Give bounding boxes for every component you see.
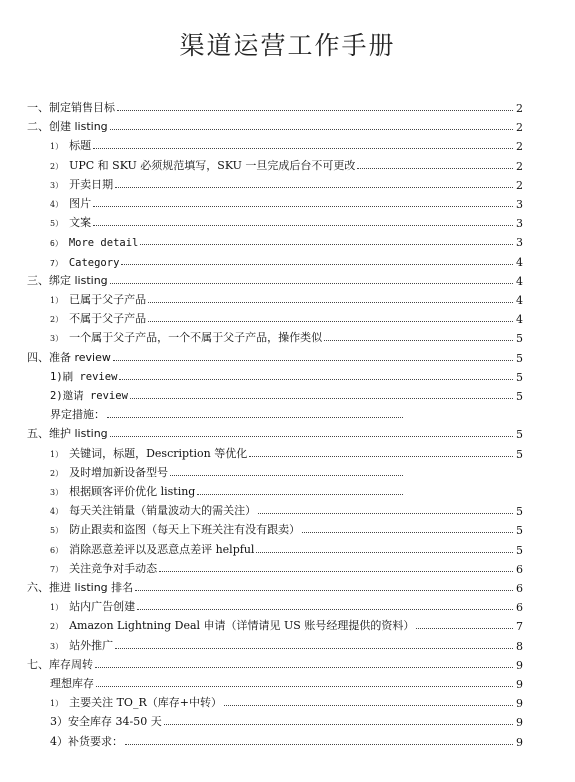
toc-entry-page: 2 (516, 102, 523, 115)
toc-entry[interactable] (50, 173, 523, 192)
toc-entry-page: 4 (516, 274, 523, 288)
dot-leader (164, 723, 513, 725)
dot-leader (121, 263, 513, 265)
toc-entry[interactable] (50, 288, 523, 307)
dot-leader (256, 551, 513, 553)
toc-entry-number: 7） (50, 258, 63, 268)
toc-entry[interactable] (27, 96, 523, 115)
toc-entry-label (50, 445, 247, 461)
toc-entry-label (50, 637, 113, 653)
dot-leader (357, 167, 513, 169)
toc-entry-text: 理想库存 (50, 677, 94, 690)
toc-entry-page: 3 (516, 198, 523, 211)
dot-leader (117, 109, 513, 111)
toc-entry[interactable] (50, 691, 523, 710)
toc-entry-text: 界定措施： (50, 408, 105, 422)
toc-entry-page: 7 (516, 620, 523, 634)
toc-entry-text: 站外推广 (69, 638, 114, 652)
document-title: 渠道运营工作手册 (179, 31, 396, 60)
toc-entry-label (50, 388, 128, 403)
toc-entry-page: 5 (516, 524, 523, 538)
toc-entry[interactable] (50, 307, 523, 326)
toc-entry-page: 5 (516, 390, 523, 403)
toc-entry-label (27, 425, 108, 441)
toc-entry-label (27, 579, 133, 595)
toc-entry-text: 五、维护 listing (27, 427, 108, 441)
toc-entry[interactable] (50, 211, 523, 230)
toc-entry-number: 2） (50, 622, 64, 632)
toc-entry-label (50, 464, 168, 480)
toc-entry[interactable] (27, 653, 523, 672)
toc-entry-text: 二、创建 listing (27, 120, 108, 134)
toc-entry[interactable] (50, 614, 523, 633)
toc-entry-label (50, 369, 117, 384)
toc-entry-text: 开卖日期 (69, 177, 114, 191)
toc-entry-label (50, 329, 322, 345)
dot-leader (110, 128, 513, 130)
toc-entry-page: 3 (516, 217, 523, 231)
dot-leader (170, 474, 403, 476)
dot-leader (115, 647, 513, 649)
toc-entry-text: 图片 (69, 197, 92, 210)
toc-entry-label (50, 483, 195, 499)
toc-entry-text: 六、推进 listing 排名 (27, 581, 134, 594)
toc-entry-text: More detail (68, 237, 139, 250)
toc-entry[interactable] (50, 442, 523, 461)
dot-leader (197, 493, 403, 495)
toc-entry-text: 根据顾客评价优化 listing (69, 485, 196, 498)
toc-entry-page: 6 (516, 562, 523, 576)
toc-entry-page: 9 (516, 735, 523, 749)
toc-entry-text: 主要关注 TO_R（库存+中转） (69, 696, 222, 710)
dot-leader (95, 666, 513, 668)
toc-entry[interactable] (27, 115, 523, 134)
toc-entry-text: 不属于父子产品 (69, 312, 147, 326)
toc-entry-number: 1） (50, 142, 64, 152)
dot-leader (107, 416, 403, 418)
toc-entry-number: 6） (50, 545, 64, 555)
dot-leader (93, 147, 513, 149)
dot-leader (113, 359, 513, 361)
toc-entry-label (50, 560, 157, 576)
toc-entry-number: 1） (50, 296, 64, 305)
toc-entry-page: 4 (516, 294, 523, 307)
toc-entry-text: 消除恶意差评以及恶意点差评 helpful (69, 542, 255, 556)
toc-entry-page: 5 (516, 332, 523, 346)
toc-entry-text: 防止跟卖和盗图（每天上下班关注有没有跟卖） (69, 523, 301, 537)
toc-entry-page: 9 (516, 697, 523, 711)
toc-entry-text: 一个属于父子产品，一个不属于父子产品，操作类似 (69, 331, 323, 345)
toc-entry-number: 3） (50, 180, 64, 190)
toc-entry-label (27, 349, 111, 365)
toc-entry-number: 3） (50, 488, 64, 497)
toc-entry[interactable] (50, 326, 523, 345)
toc-entry-text: 关注竞争对手动态 (69, 561, 158, 575)
toc-entry-label (50, 157, 355, 173)
toc-entry-number: 2） (50, 468, 64, 478)
toc-entry[interactable] (50, 192, 523, 211)
dot-leader (137, 608, 513, 610)
dot-leader (159, 570, 513, 572)
dot-leader (249, 455, 513, 457)
toc-entry-page: 9 (516, 678, 523, 691)
toc-entry[interactable] (50, 250, 523, 269)
toc-entry[interactable] (50, 365, 523, 384)
toc-entry-text: 一、制定销售目标 (27, 101, 115, 114)
toc-entry-page: 5 (516, 543, 523, 557)
dot-leader (324, 339, 513, 341)
toc-entry-number: 4） (50, 507, 64, 517)
toc-entry-number: 6） (50, 239, 63, 249)
toc-entry[interactable] (50, 595, 523, 614)
dot-leader (302, 531, 513, 533)
toc-entry-page: 5 (516, 505, 523, 519)
toc-entry-page: 6 (516, 601, 523, 615)
dot-leader (148, 320, 513, 322)
toc-entry-label (50, 237, 138, 249)
toc-entry-label (50, 195, 91, 211)
toc-entry-number: 2） (50, 315, 64, 325)
toc-entry-text: 2)邀请 review (50, 390, 128, 402)
toc-entry[interactable] (50, 403, 405, 422)
toc-entry-label (27, 272, 108, 288)
toc-entry-label (50, 257, 119, 269)
dot-leader (416, 627, 513, 629)
toc-entry-label (50, 521, 300, 537)
toc-entry-page: 3 (516, 236, 523, 250)
toc-entry-page: 9 (516, 716, 523, 730)
toc-entry-number: 2） (50, 161, 64, 171)
dot-leader (148, 301, 513, 303)
toc-entry-label (50, 310, 146, 326)
toc-entry-number: 5） (50, 526, 64, 536)
dot-leader (125, 743, 513, 745)
toc-entry[interactable] (50, 480, 405, 499)
toc-entry-number: 3） (50, 334, 64, 344)
toc-entry-label (50, 541, 254, 557)
toc-entry-text: 四、准备 review (27, 350, 111, 364)
toc-entry-page: 5 (516, 351, 523, 365)
toc-entry-label (27, 656, 93, 672)
toc-entry[interactable] (50, 134, 523, 153)
dot-leader (135, 589, 513, 591)
toc-entry-label (27, 99, 115, 115)
toc-entry-text: 4）补货要求： (50, 734, 123, 748)
toc-entry[interactable] (50, 499, 523, 518)
toc-entry-page: 2 (516, 140, 523, 154)
toc-entry[interactable] (50, 230, 523, 249)
dot-leader (93, 224, 513, 226)
toc-entry[interactable] (27, 422, 523, 441)
toc-entry-page: 4 (516, 313, 523, 327)
toc-entry[interactable] (50, 518, 523, 537)
toc-entry-page: 2 (516, 159, 523, 173)
dot-leader (93, 205, 513, 207)
toc-entry[interactable] (27, 576, 523, 595)
toc-entry-text: Category (68, 256, 120, 269)
toc-entry-label (27, 118, 108, 134)
toc-entry-page: 5 (516, 447, 523, 461)
toc-entry-label (50, 502, 256, 518)
toc-entry[interactable] (50, 672, 523, 691)
dot-leader (258, 512, 513, 514)
toc-entry-label (50, 406, 105, 422)
dot-leader (115, 186, 513, 188)
toc-entry-page: 4 (516, 255, 523, 269)
toc-entry-number: 1） (50, 603, 64, 613)
toc-entry-page: 5 (516, 428, 523, 442)
toc-entry-number: 4） (50, 200, 64, 209)
toc-entry-label (50, 694, 222, 710)
toc-entry[interactable] (50, 634, 523, 653)
toc-entry[interactable] (50, 730, 523, 749)
toc-entry-text: 标题 (69, 139, 92, 153)
toc-entry-number: 5） (50, 219, 64, 229)
toc-entry-text: 及时增加新设备型号 (69, 465, 169, 479)
toc-entry-text: 1)刷 review (50, 370, 118, 383)
dot-leader (110, 435, 513, 437)
toc-entry-text: 关键词，标题，Description 等优化 (69, 446, 248, 460)
dot-leader (119, 378, 513, 380)
toc-entry-page: 8 (516, 639, 523, 653)
toc-entry-page: 2 (516, 178, 523, 192)
toc-entry-text: UPC 和 SKU 必须规范填写，SKU 一旦完成后台不可更改 (69, 158, 356, 172)
toc-entry[interactable] (27, 269, 523, 288)
toc-entry-number: 1） (50, 449, 64, 459)
toc-entry-label (50, 291, 146, 307)
toc-entry-text: Amazon Lightning Deal 申请（详情请见 US 账号经理提供的资料） (69, 619, 415, 633)
toc-entry-label (50, 598, 135, 614)
toc-entry[interactable] (27, 346, 523, 365)
toc-entry-number: 7） (50, 564, 64, 574)
toc-entry[interactable] (50, 538, 523, 557)
toc-entry[interactable] (50, 154, 523, 173)
toc-entry-text: 七、库存周转 (27, 657, 93, 671)
toc-entry-text: 每天关注销量（销量波动大的需关注） (69, 504, 257, 518)
dot-leader (110, 282, 513, 284)
toc-entry[interactable] (50, 461, 405, 480)
dot-leader (140, 243, 513, 245)
toc-entry[interactable] (50, 710, 523, 729)
toc-entry-number: 1） (50, 699, 64, 709)
toc-entry-text: 站内广告创建 (69, 600, 136, 614)
toc-entry-label (50, 617, 414, 633)
toc-entry-page: 2 (516, 121, 523, 135)
toc-entry-label (50, 137, 91, 153)
dot-leader (224, 704, 513, 706)
toc-entry-label (50, 214, 91, 230)
toc-entry[interactable] (50, 557, 523, 576)
toc-entry-page: 6 (516, 582, 523, 595)
toc-entry-text: 已属于父子产品 (69, 293, 147, 306)
toc-entry-page: 9 (516, 658, 523, 672)
toc-entry-number: 3） (50, 641, 64, 651)
dot-leader (96, 685, 513, 687)
toc-entry-label (50, 675, 94, 691)
toc-entry-label (50, 713, 162, 729)
toc-entry-text: 三、绑定 listing (27, 273, 108, 287)
toc-entry-page: 5 (516, 370, 523, 384)
toc-entry-text: 3）安全库存 34-50 天 (50, 715, 162, 729)
toc-entry[interactable] (50, 384, 523, 403)
toc-entry-label (50, 733, 123, 749)
toc-entry-text: 文案 (69, 216, 92, 230)
dot-leader (130, 397, 513, 399)
toc-entry-label (50, 176, 113, 192)
